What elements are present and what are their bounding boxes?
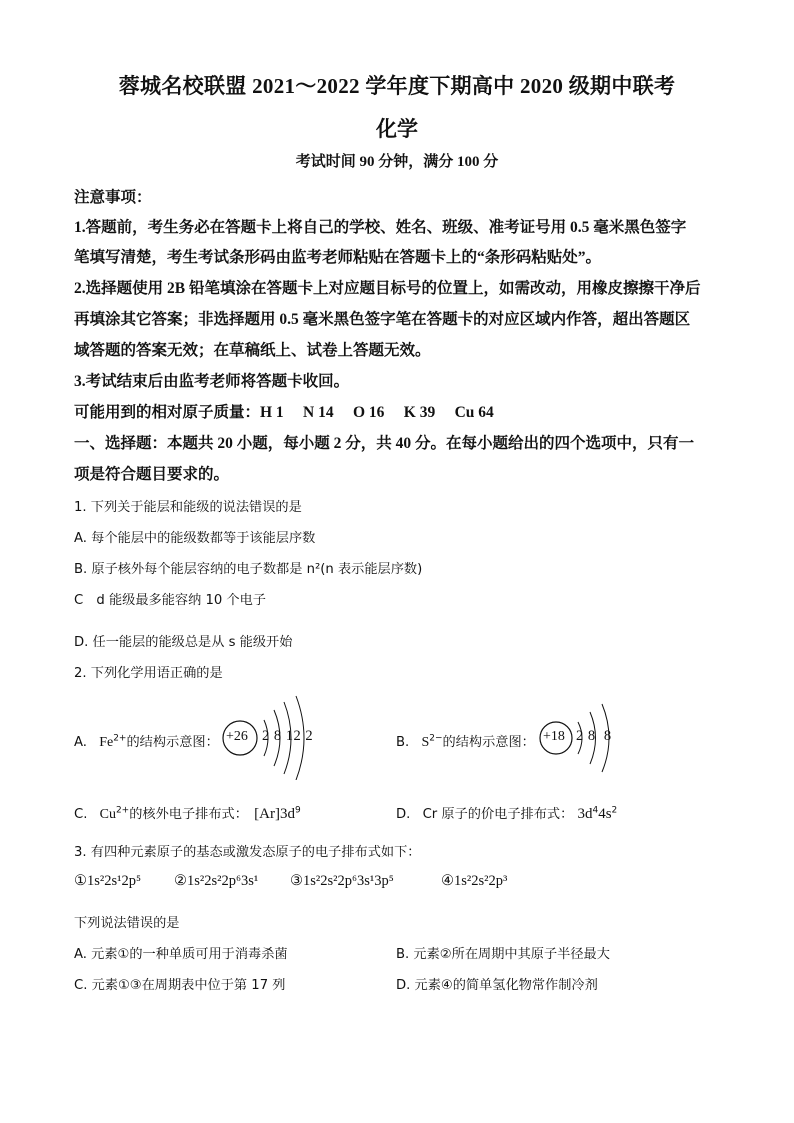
section-1-line-2: 项是符合题目要求的。	[74, 466, 230, 483]
q3-option-a: A. 元素①的一种单质可用于消毒杀菌	[74, 947, 288, 962]
q3-config-2: ②1s²2s²2p⁶3s¹	[174, 873, 259, 889]
q3-config-4: ④1s²2s²2p³	[441, 873, 508, 889]
q2-stem: 2. 下列化学用语正确的是	[74, 666, 223, 681]
q2-c-charge: 2+	[115, 805, 130, 816]
note-2-line-2: 再填涂其它答案；非选择题用 0.5 毫米黑色签字笔在答题卡的对应区域内作答，超出答题区	[74, 311, 691, 328]
q3-config-3: ③1s²2s²2p⁶3s¹3p⁵	[290, 873, 394, 889]
q2-d-text: Cr 原子的价电子排布式：	[422, 807, 574, 822]
fe-shell-electrons: 2 8 12 2	[262, 728, 314, 744]
q2-c-formula-sup: 9	[294, 805, 301, 816]
q1-option-c: C d 能级最多能容纳 10 个电子	[74, 593, 266, 608]
s-shell-electrons: 2 8 8	[576, 728, 612, 744]
note-1-line-1: 1.答题前，考生务必在答题卡上将自己的学校、姓名、班级、准考证号用 0.5 毫米黑色签字	[74, 219, 687, 236]
note-3: 3.考试结束后由监考老师将答题卡收回。	[74, 373, 350, 390]
q2-b-charge: 2−	[429, 733, 443, 744]
q2-d-s1: 4	[592, 805, 599, 816]
q3-option-d: D. 元素④的简单氢化物常作制冷剂	[396, 978, 598, 993]
q2-option-d	[396, 803, 617, 823]
q3-option-c: C. 元素①③在周期表中位于第 17 列	[74, 978, 286, 993]
exam-title: 蓉城名校联盟 2021～2022 学年度下期高中 2020 级期中联考	[118, 74, 676, 98]
atomic-mass-line: 可能用到的相对原子质量：H 1 N 14 O 16 K 39 Cu 64	[74, 404, 494, 421]
exam-time-info: 考试时间 90 分钟，满分 100 分	[295, 154, 499, 170]
q2-a-charge: 2+	[113, 733, 127, 744]
q2-a-ion: Fe	[99, 735, 114, 750]
q2-b-prefix: B.	[396, 735, 410, 750]
q2-d-f1: 3d	[577, 806, 593, 822]
q1-option-d: D. 任一能层的能级总是从 s 能级开始	[74, 635, 293, 650]
q2-c-formula: [Ar]3d	[254, 806, 295, 822]
q2-c-ion: Cu	[99, 807, 116, 822]
q2-b-text: 的结构示意图：	[442, 735, 535, 750]
note-1-line-2: 笔填写清楚，考生考试条形码由监考老师粘贴在答题卡上的“条形码粘贴处”。	[74, 249, 602, 266]
note-2-line-3: 域答题的答案无效；在草稿纸上、试卷上答题无效。	[74, 342, 431, 359]
q2-c-text: 的核外电子排布式：	[129, 807, 248, 822]
q3-config-1: ①1s²2s¹2p⁵	[74, 873, 142, 889]
q2-option-a	[74, 731, 219, 751]
q2-option-b	[396, 731, 535, 751]
q1-option-a: A. 每个能层中的能级数都等于该能层序数	[74, 531, 316, 546]
q2-d-f2: 4s	[598, 806, 612, 822]
q2-b-ion: S	[421, 735, 430, 750]
q2-a-prefix: A.	[74, 735, 87, 750]
q1-option-b: B. 原子核外每个能层容纳的电子数都是 n²(n 表示能层序数)	[74, 562, 423, 577]
q3-option-b: B. 元素②所在周期中其原子半径最大	[396, 947, 610, 962]
q2-d-s2: 2	[611, 805, 618, 816]
q1-stem: 1. 下列关于能层和能级的说法错误的是	[74, 500, 302, 515]
notes-heading: 注意事项：	[74, 189, 152, 206]
q3-sub-stem: 下列说法错误的是	[74, 916, 180, 931]
q2-d-prefix: D.	[396, 807, 411, 822]
fe-nucleus-charge: +26	[226, 729, 248, 744]
q2-a-text: 的结构示意图：	[126, 735, 219, 750]
section-1-line-1: 一、选择题：本题共 20 小题，每小题 2 分，共 40 分。在每小题给出的四个选项中，只有一	[74, 435, 695, 452]
q2-option-c	[74, 803, 301, 823]
exam-subject: 化学	[376, 117, 418, 141]
q3-stem: 3. 有四种元素原子的基态或激发态原子的电子排布式如下：	[74, 845, 421, 860]
q2-c-prefix: C.	[74, 807, 88, 822]
s-nucleus-charge: +18	[543, 729, 565, 744]
note-2-line-1: 2.选择题使用 2B 铅笔填涂在答题卡上对应题目标号的位置上，如需改动，用橡皮擦擦干净后	[74, 280, 701, 297]
